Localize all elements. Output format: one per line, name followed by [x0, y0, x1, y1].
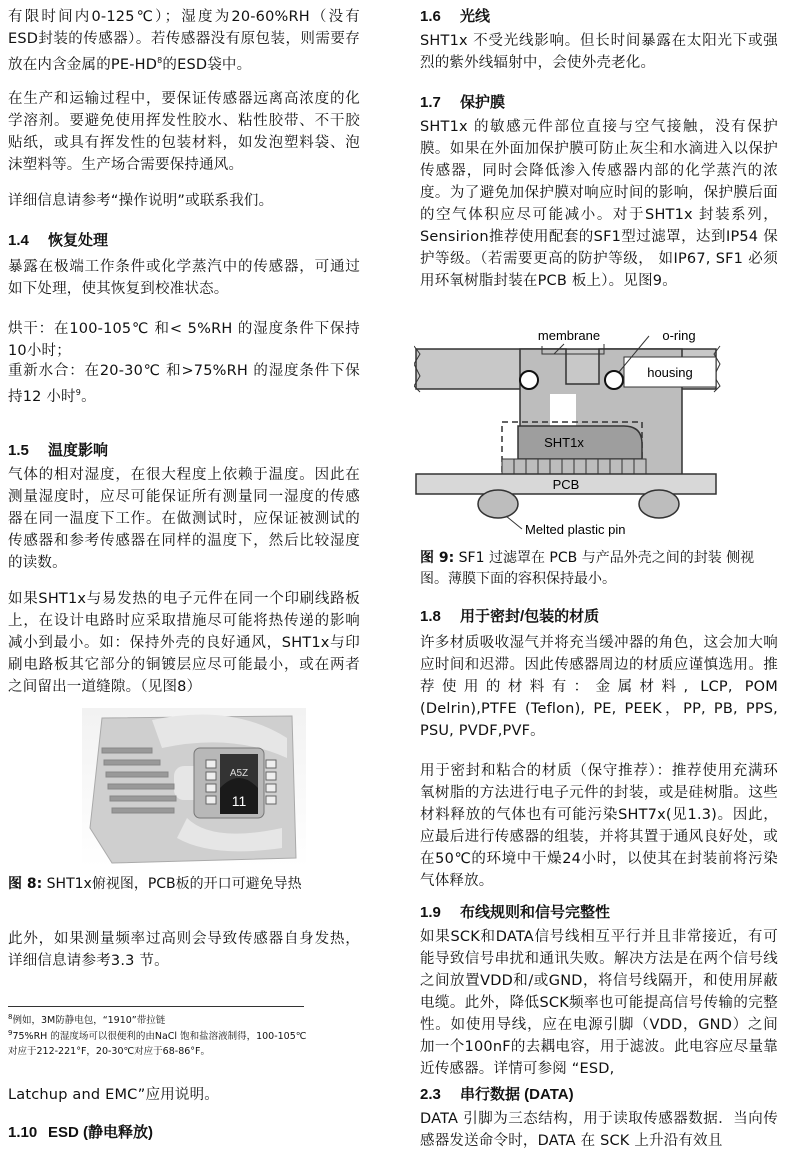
- section-1-5-paragraph-2: 如果SHT1x与易发热的电子元件在同一个印刷线路板上，在设计电路时应采取措施尽可能将热传递的影响减小到最小。如：保持外壳的良好通风，SHT1x与印刷电路板其它部分的铜镀层应尽可能最小，或在两者之间留出一道缝隙。（见图8）: [8, 591, 360, 695]
- section-1-9-heading: 1.9 布线规则和信号完整性: [420, 904, 611, 921]
- section-1-4-heading: 1.4 恢复处理: [8, 232, 109, 249]
- section-1-8-paragraph-2: 用于密封和粘合的材质（保守推荐）：推荐使用充满环氧树脂的方法进行电子元件的封装，或是硅树脂。这些材料释放的气体也有可能污染SHT7x(见1.3)。因此，应最后进行传感器的组装，并将其置于通风良好处，或在50℃的环境中干燥24小时，以使其在封装前将污染气体释放。: [420, 763, 778, 889]
- section-1-6-heading: 1.6 光线: [420, 8, 491, 25]
- section-2-3-heading: 2.3 串行数据 (DATA): [420, 1086, 574, 1103]
- figure-9-sf1-side-view: [414, 324, 726, 544]
- section-1-8-heading: 1.8 用于密封/包装的材质: [420, 608, 600, 625]
- footnote-rule: [8, 1006, 304, 1007]
- melted-pin-right: [639, 490, 679, 518]
- section-1-4-bake: 烘干：在100-105℃ 和< 5%RH 的湿度条件下保持10小时；: [8, 321, 360, 359]
- section-1-6-paragraph: SHT1x 不受光线影响。但长时间暴露在太阳光下或强烈的紫外线辐射中，会使外壳老化。: [420, 33, 778, 71]
- oring-left: [520, 371, 538, 389]
- label-sht1x: SHT1x: [544, 435, 584, 450]
- figure-9-caption: 图 9: SF1 过滤罩在 PCB 与产品外壳之间的封装 侧视图。薄膜下面的容积保持最小。: [420, 550, 755, 587]
- label-oring: o-ring: [662, 328, 696, 343]
- section-1-7-heading: 1.7 保护膜: [420, 94, 506, 111]
- section-1-5-heading: 1.5 温度影响: [8, 442, 109, 459]
- transport-paragraph: 在生产和运输过程中，要保证传感器远离高浓度的化学溶剂。要避免使用挥发性胶水、粘性胶带、不干胶贴纸，或具有挥发性的包装材料，如发泡塑料袋、泡沫塑料等。生产场合需要保持通风。: [8, 91, 360, 173]
- section-1-8-paragraph-1: 许多材质吸收湿气并将充当缓冲器的角色，这会加大响应时间和迟滞。因此传感器周边的材质应谨慎选用。推荐使用的材料有：金属材料, LCP, POM (Delrin),PTFE (Teflon), PE, PEEK，PP, PB, PPS, PSU, PVDF,PVF。: [420, 635, 778, 739]
- section-1-4-intro: 暴露在极端工作条件或化学蒸汽中的传感器，可通过如下处理，使其恢复到校准状态。: [8, 259, 360, 297]
- latchup-paragraph: Latchup and EMC”应用说明。: [8, 1087, 219, 1103]
- footnote-9: $^9$75%RH 的湿度场可以很便利的由NaCl 饱和盐溶液制得，100-105℃对应于212-221°F，20-30℃对应于68-86°F。: [8, 1029, 307, 1058]
- section-1-7-paragraph: SHT1x 的敏感元件部位直接与空气接触，没有保护膜。如果在外面加保护膜可防止灰尘和水滴进入以保护传感器，同时会降低渗入传感器内部的化学蒸汽的浓度。为了避免加保护膜对响应时间的影响，保护膜后面的空气体积应尽可能减小。对于SHT1x 封装系列，Sensirion推荐使用配套的SF1型过滤罩，达到IP54 保护等级。（若需要更高的防护等级， 如IP67, SF1 必须用环氧树脂封装在PCB 板上）。见图9。: [420, 119, 778, 289]
- details-paragraph: 详细信息请参考“操作说明”或联系我们。: [8, 193, 274, 209]
- section-1-9-paragraph: 如果SCK和DATA信号线相互平行并且非常接近，有可能导致信号串扰和通讯失败。解决方法是在两个信号线之间放置VDD和/或GND，将信号线隔开，和使用屏蔽电缆。此外，降低SCK频率也可能提高信号传输的完整性。如使用导线，应在电源引脚（VDD，GND）之间加一个100nF的去耦电容，用于滤波。此电容应尽量靠近传感器。详情可参阅 “ESD,: [420, 929, 778, 1077]
- label-melted-pin: Melted plastic pin: [525, 522, 626, 537]
- chip-label: A5Z: [229, 768, 249, 779]
- label-pcb: PCB: [552, 477, 580, 492]
- figure-8-pcb-top-view: [82, 708, 306, 868]
- storage-paragraph: 有限时间内0-125℃）；湿度为20-60%RH（没有ESD封装的传感器）。若传感器没有原包装，则需要存放在内含金属的$PE-HD^8$的ESD袋中。: [8, 9, 360, 73]
- frequency-paragraph: 此外，如果测量频率过高则会导致传感器自身发热，详细信息请参考3.3 节。: [8, 931, 360, 969]
- label-membrane: membrane: [537, 328, 601, 343]
- section-2-3-paragraph: DATA 引脚为三态结构，用于读取传感器数据．当向传感器发送命令时，DATA 在 SCK 上升沿有效且: [420, 1111, 778, 1149]
- footnote-8: $^8$例如，3M防静电包，“1910”带拉链: [8, 1013, 166, 1027]
- section-1-5-paragraph-1: 气体的相对湿度，在很大程度上依赖于温度。因此在测量湿度时，应尽可能保证所有测量同一湿度的传感器在同一温度下工作。在做测试时，应保证被测试的传感器和参考传感器在同样的温度下，然后比较湿度的读数。: [8, 467, 360, 571]
- section-1-10-heading: 1.10 ESD (静电释放): [8, 1124, 154, 1141]
- label-housing: housing: [647, 365, 693, 380]
- figure-8-caption: 图 8: SHT1x俯视图，PCB板的开口可避免导热: [8, 876, 302, 892]
- melted-pin-left: [478, 490, 518, 518]
- section-1-4-rehydrate: 重新水合：在20-30℃ 和>75%RH 的湿度条件下保持12 小时$^9$。: [8, 363, 360, 405]
- oring-right: [605, 371, 623, 389]
- chip-number: 11: [231, 793, 247, 809]
